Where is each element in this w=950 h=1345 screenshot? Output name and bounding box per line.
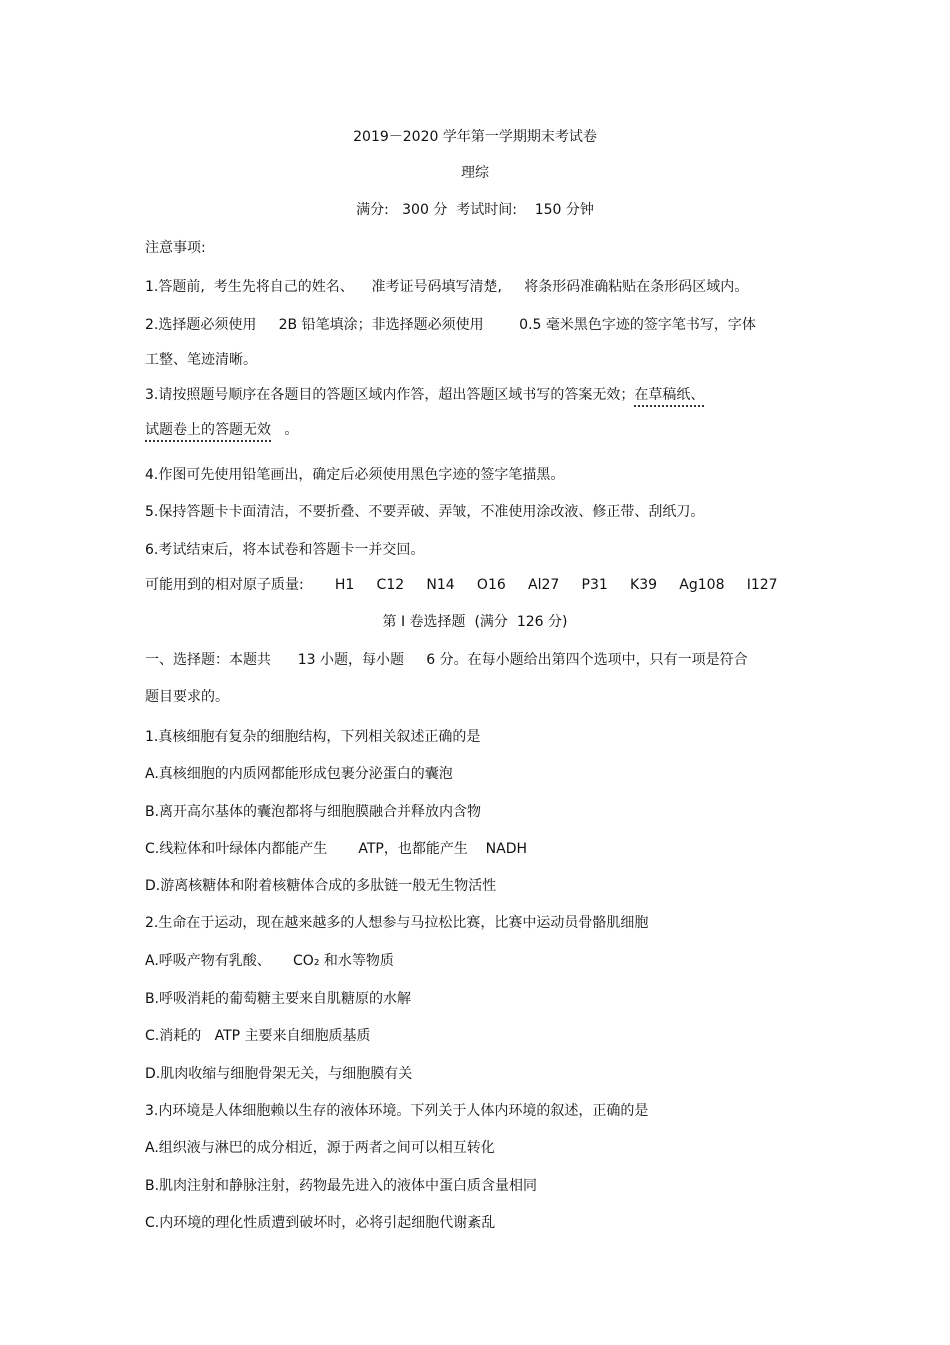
- exam-title: 2019－2020 学年第一学期期末考试卷: [353, 129, 597, 145]
- note-1: 1.答题前, 考生先将自己的姓名、 准考证号码填写清楚, 将条形码准确粘贴在条形码区域内。: [145, 279, 749, 295]
- note-3-text: 3.请按照题号顺序在各题目的答题区域内作答，超出答题区域书写的答案无效；: [145, 387, 635, 403]
- note-2-line-2: 工整、笔迹清晰。: [145, 352, 257, 368]
- question-1-option-a: A.真核细胞的内质网都能形成包裹分泌蛋白的囊泡: [145, 766, 453, 782]
- note-5: 5.保持答题卡卡面清洁，不要折叠、不要弄破、弄皱，不准使用涂改液、修正带、刮纸刀。: [145, 504, 705, 520]
- question-1-option-d: D.游离核糖体和附着核糖体合成的多肽链一般无生物活性: [145, 878, 497, 894]
- question-1-option-c: C.线粒体和叶绿体内都能产生 ATP，也都能产生 NADH: [145, 841, 528, 857]
- note-3-emphasis-2: 试题卷上的答题无效: [145, 422, 271, 442]
- question-2-option-c: C.消耗的 ATP 主要来自细胞质基质: [145, 1028, 371, 1044]
- note-3-line-1: [145, 385, 704, 405]
- question-1-option-b: B.离开高尔基体的囊泡都将与细胞膜融合并释放内含物: [145, 804, 482, 820]
- notes-heading: 注意事项:: [145, 240, 206, 256]
- section-intro-line-2: 题目要求的。: [145, 689, 229, 705]
- question-3-option-b: B.肌肉注射和静脉注射，药物最先进入的液体中蛋白质含量相同: [145, 1178, 538, 1194]
- question-2-option-d: D.肌肉收缩与细胞骨架无关，与细胞膜有关: [145, 1066, 413, 1082]
- note-3-emphasis: 在草稿纸、: [634, 387, 704, 407]
- question-2-option-a: A.呼吸产物有乳酸、 CO₂ 和水等物质: [145, 953, 394, 969]
- note-6: 6.考试结束后，将本试卷和答题卡一并交回。: [145, 542, 425, 558]
- question-3: 3.内环境是人体细胞赖以生存的液体环境。下列关于人体内环境的叙述，正确的是: [145, 1103, 649, 1119]
- question-3-option-a: A.组织液与淋巴的成分相近，源于两者之间可以相互转化: [145, 1140, 495, 1156]
- note-2-line-1: 2.选择题必须使用 2B 铅笔填涂；非选择题必须使用 0.5 毫米黑色字迹的签字笔书写，字体: [145, 317, 756, 333]
- section-title: 第 Ⅰ 卷选择题 (满分 126 分): [382, 614, 568, 630]
- note-3-line-2: [145, 420, 298, 440]
- exam-subject: 理综: [461, 165, 489, 181]
- question-1: 1.真核细胞有复杂的细胞结构，下列相关叙述正确的是: [145, 729, 481, 745]
- atomic-masses: 可能用到的相对原子质量: H1 C12 N14 O16 Al27 P31 K39 Ag108 I127: [145, 577, 778, 593]
- note-3-end: 。: [271, 422, 299, 438]
- question-2-option-b: B.呼吸消耗的葡萄糖主要来自肌糖原的水解: [145, 991, 412, 1007]
- question-2: 2.生命在于运动，现在越来越多的人想参与马拉松比赛，比赛中运动员骨骼肌细胞: [145, 915, 649, 931]
- score-and-time: 满分: 300 分 考试时间: 150 分钟: [356, 202, 594, 218]
- question-3-option-c: C.内环境的理化性质遭到破坏时，必将引起细胞代谢紊乱: [145, 1215, 496, 1231]
- note-4: 4.作图可先使用铅笔画出，确定后必须使用黑色字迹的签字笔描黑。: [145, 467, 565, 483]
- section-intro-line-1: 一、选择题：本题共 13 小题，每小题 6 分。在每小题给出第四个选项中，只有一项是符合: [145, 652, 748, 668]
